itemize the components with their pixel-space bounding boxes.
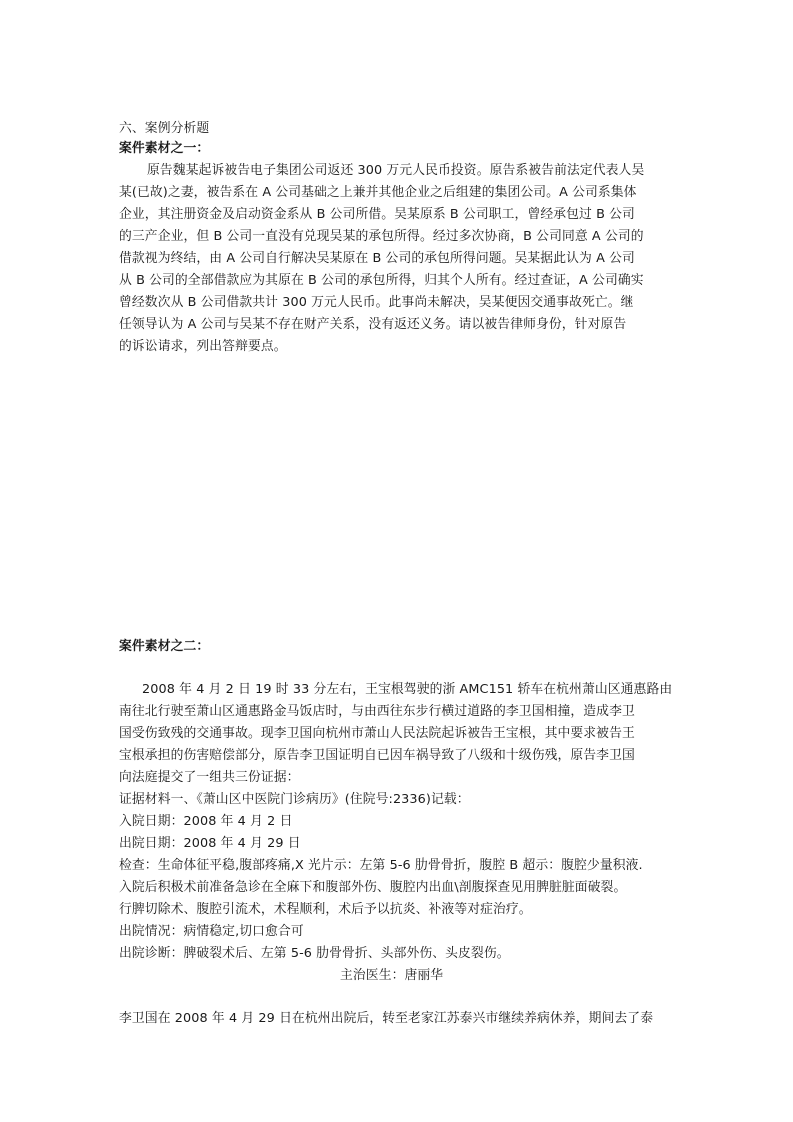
discharge-status: 出院情况：病情稳定,切口愈合可 <box>119 924 304 939</box>
case2-paragraph-line: 宝根承担的伤害赔偿部分，原告李卫国证明自已因车祸导致了八级和十级伤残，原告李卫国 <box>119 748 635 763</box>
case2-last-line: 李卫国在 2008 年 4 月 29 日在杭州出院后，转至老家江苏泰兴市继续养病休养，期间去了泰 <box>119 1011 654 1026</box>
discharge-diagnosis: 出院诊断：脾破裂术后、左第 5-6 肋骨骨折、头部外伤、头皮裂伤。 <box>119 946 510 961</box>
attending-doctor: 主治医生：唐丽华 <box>340 968 444 983</box>
case1-paragraph-line: 的三产企业，但 B 公司一直没有兑现吴某的承包所得。经过多次协商，B 公司同意 A 公司的 <box>119 229 644 244</box>
examination-line: 入院后积极术前准备急诊在全麻下和腹部外伤、腹腔内出血\剖腹探查见用脾脏脏面破裂。 <box>119 880 627 895</box>
case1-paragraph-line: 的诉讼请求，列出答辩要点。 <box>119 339 287 354</box>
case1-paragraph-line: 原告魏某起诉被告电子集团公司返还 300 万元人民币投资。原告系被告前法定代表人吴 <box>147 163 645 178</box>
case1-paragraph-line: 某(已故)之妻，被告系在 A 公司基础之上兼并其他企业之后组建的集团公司。A 公司系集体 <box>119 185 637 200</box>
discharge-date: 出院日期：2008 年 4 月 29 日 <box>119 836 301 851</box>
case2-paragraph-line: 向法庭提交了一组共三份证据： <box>119 770 300 785</box>
case1-paragraph-line: 从 B 公司的全部借款应为其原在 B 公司的承包所得，归其个人所有。经过查证，A 公司确实 <box>119 273 644 288</box>
case1-paragraph-line: 任领导认为 A 公司与吴某不存在财产关系，没有返还义务。请以被告律师身份，针对原告 <box>119 317 627 332</box>
case2-paragraph-line: 南往北行驶至萧山区通惠路金马饭店时，与由西往东步行横过道路的李卫国相撞，造成李卫 <box>119 704 635 719</box>
case1-heading: 案件素材之一： <box>119 141 210 156</box>
case1-paragraph-line: 曾经数次从 B 公司借款共计 300 万元人民币。此事尚未解决，吴某便因交通事故死亡。继 <box>119 295 634 310</box>
case2-heading: 案件素材之二： <box>119 639 210 654</box>
section-title: 六、案例分析题 <box>119 121 210 136</box>
case1-paragraph-line: 企业，其注册资金及启动资金系从 B 公司所借。吴某原系 B 公司职工，曾经承包过 B 公司 <box>119 207 635 222</box>
evidence-title: 证据材料一、《萧山区中医院门诊病历》(住院号:2336)记载： <box>119 792 470 807</box>
case2-paragraph-line: 国受伤致残的交通事故。现李卫国向杭州市萧山人民法院起诉被告王宝根，其中要求被告王 <box>119 726 635 741</box>
case1-paragraph-line: 借款视为终结，由 A 公司自行解决吴某原在 B 公司的承包所得问题。吴某据此认为 A 公司 <box>119 251 635 266</box>
case2-paragraph-line: 2008 年 4 月 2 日 19 时 33 分左右，王宝根驾驶的浙 AMC151 轿车在杭州萧山区通惠路由 <box>142 682 673 697</box>
admission-date: 入院日期：2008 年 4 月 2 日 <box>119 814 293 829</box>
examination-line: 行脾切除术、腹腔引流术，术程顺利，术后予以抗炎、补液等对症治疗。 <box>119 902 532 917</box>
examination-line: 检查：生命体征平稳,腹部疼痛,X 光片示：左第 5-6 肋骨骨折，腹腔 B 超示：腹腔少量积液. <box>119 858 643 873</box>
